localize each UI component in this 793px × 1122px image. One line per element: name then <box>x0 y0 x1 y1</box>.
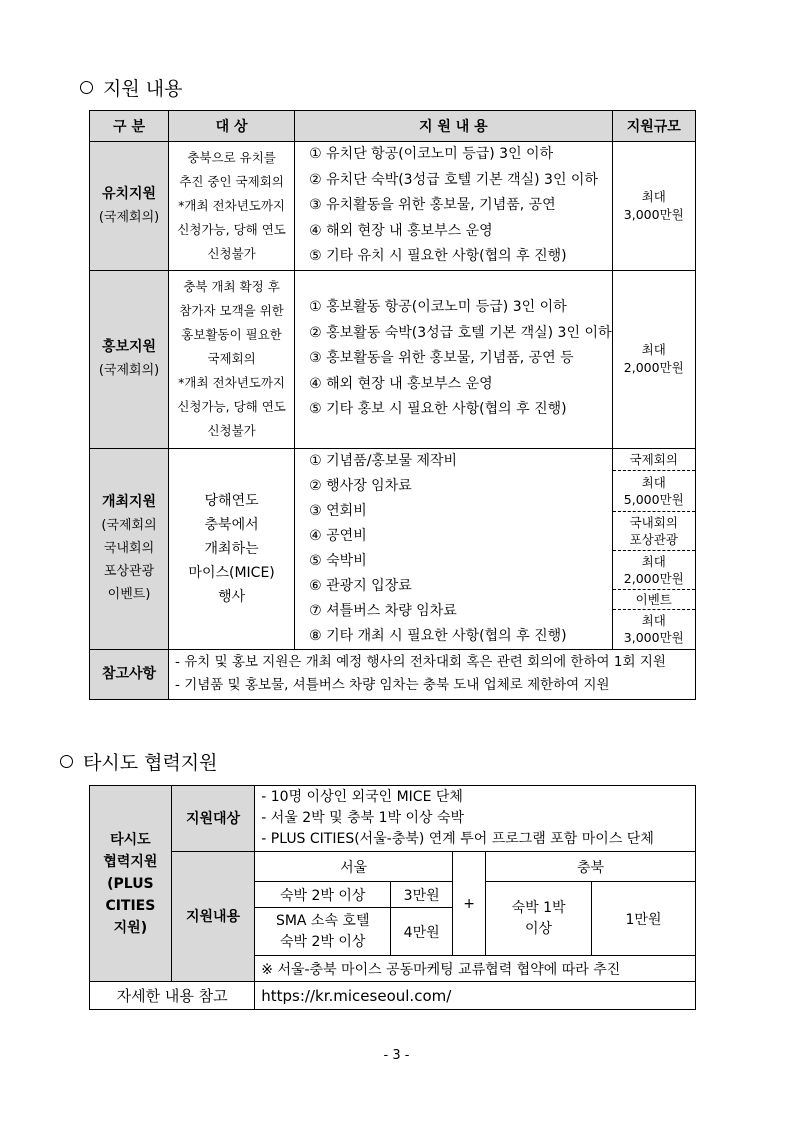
target-line: 충북 개최 확정 후 <box>183 279 280 294</box>
target-item: - 서울 2박 및 충북 1박 이상 숙박 <box>261 810 465 826</box>
table-row <box>90 982 696 1010</box>
content-item: ① 홍보활동 항공(이코노미 등급) 3인 이하 <box>309 299 567 316</box>
reference-link[interactable]: https://kr.miceseoul.com/ <box>255 982 696 1010</box>
scale-line: 최대 <box>641 188 666 204</box>
table-header-row <box>90 111 696 142</box>
content-item: ⑤ 숙박비 <box>309 552 367 569</box>
target-line: *개최 전차년도까지 <box>178 197 285 213</box>
target-line: 신청가능, 당해 연도 <box>177 221 286 237</box>
notes-label-cell <box>90 649 169 699</box>
content-item: ⑥ 관광지 입장료 <box>309 577 412 594</box>
scale-part: 국제회의 <box>613 449 696 471</box>
target-line: 국제회의 <box>207 351 256 366</box>
category-sub: (국제회의) <box>98 363 160 378</box>
category-line: 타시도 <box>110 831 151 848</box>
category-cell <box>90 448 169 649</box>
content-item: ④ 해외 현장 내 홍보부스 운영 <box>309 222 493 239</box>
scale-cell <box>612 142 696 271</box>
page-number: - 3 - <box>383 1048 410 1063</box>
content-cell <box>295 270 612 448</box>
section-title-text: 지원 내용 <box>103 78 183 100</box>
scale-cell <box>612 270 696 448</box>
notes-cell <box>169 649 696 699</box>
content-item: ③ 홍보활동을 위한 홍보물, 기념품, 공연 등 <box>309 350 574 367</box>
target-cell <box>169 270 295 448</box>
target-item: - PLUS CITIES(서울-충북) 연계 투어 프로그램 포함 마이스 단체 <box>261 831 654 847</box>
category-line: (PLUS <box>107 875 154 892</box>
scale-split <box>613 449 696 649</box>
scale-part: 최대 2,000만원 <box>613 551 696 590</box>
header-content: 지 원 내 용 <box>295 111 612 142</box>
section-title-cooperation <box>60 748 218 775</box>
target-line: 신청가능, 당해 연도 <box>177 399 286 414</box>
circle-bullet-icon <box>80 81 93 94</box>
content-cell <box>295 448 612 649</box>
header-scale: 지원규모 <box>612 111 696 142</box>
seoul-amount: 4만원 <box>391 908 453 956</box>
category-label: 홍보지원 <box>101 339 157 355</box>
scale-part: 이벤트 <box>613 590 696 610</box>
support-table <box>89 110 696 700</box>
cooperation-category-cell <box>90 786 172 982</box>
target-line: 참가자 모객을 위한 <box>179 303 284 318</box>
category-line: 협력지원 <box>103 853 158 870</box>
content-cell <box>295 142 612 271</box>
content-item: ② 홍보활동 숙박(3성급 호텔 기본 객실) 3인 이하 <box>309 324 612 341</box>
target-line: 충북에서 <box>204 516 259 533</box>
scale-line: 3,000만원 <box>623 206 684 222</box>
table-row <box>90 448 696 649</box>
cooperation-table <box>89 785 696 1010</box>
section-title-support <box>80 74 182 101</box>
target-line: 행사 <box>218 588 246 605</box>
category-line: CITIES <box>105 897 156 914</box>
plus-sign: + <box>453 852 486 956</box>
category-sub: 국내회의 <box>103 541 155 556</box>
content-item: ② 유치단 숙박(3성급 호텔 기본 객실) 3인 이하 <box>309 171 598 188</box>
target-line: 당해연도 <box>204 492 259 509</box>
circle-bullet-icon <box>60 755 73 768</box>
category-cell <box>90 270 169 448</box>
table-row <box>90 852 696 882</box>
target-list-cell <box>255 786 696 852</box>
section-title-text: 타시도 협력지원 <box>83 752 218 774</box>
content-item: ① 유치단 항공(이코노미 등급) 3인 이하 <box>309 146 554 162</box>
category-sub: 포상관광 <box>103 564 155 579</box>
scale-part: 최대 3,000만원 <box>623 612 684 645</box>
category-label: 유치지원 <box>101 185 157 202</box>
header-target: 대 상 <box>169 111 295 142</box>
category-line: 지원) <box>113 919 148 936</box>
content-item: ④ 공연비 <box>309 527 367 544</box>
notes-label: 참고사항 <box>101 665 157 682</box>
scale-line: 최대 <box>641 342 666 357</box>
content-item: ① 기념품/홍보물 제작비 <box>309 452 458 469</box>
content-item: ③ 연회비 <box>309 502 367 519</box>
target-cell <box>169 448 295 649</box>
table-row <box>90 270 696 448</box>
content-item: ⑧ 기타 개최 시 필요한 사항(협의 후 진행) <box>309 627 567 644</box>
target-line: *개최 전차년도까지 <box>178 375 285 390</box>
scale-cell <box>612 448 696 649</box>
table-row <box>90 142 696 271</box>
seoul-amount: 3만원 <box>391 882 453 908</box>
content-item: ④ 해외 현장 내 홍보부스 운영 <box>309 375 493 392</box>
content-item: ⑦ 셔틀버스 차량 임차료 <box>309 602 457 619</box>
notes-row <box>90 649 696 699</box>
category-label: 개최지원 <box>101 494 157 510</box>
seoul-condition: SMA 소속 호텔 숙박 2박 이상 <box>255 908 391 956</box>
target-line: 개최하는 <box>204 540 259 557</box>
chungbuk-condition: 숙박 1박 이상 <box>486 882 592 956</box>
target-line: 신청불가 <box>207 423 256 438</box>
category-sub: 이벤트) <box>107 587 151 602</box>
note-line: - 기념품 및 홍보물, 셔틀버스 차량 임차는 충북 도내 업체로 제한하여 지원 <box>175 677 610 693</box>
scale-line: 2,000만원 <box>623 360 684 375</box>
chungbuk-amount: 1만원 <box>592 882 696 956</box>
table-row <box>90 786 696 808</box>
category-sub: (국제회의) <box>98 209 160 225</box>
seoul-header: 서울 <box>255 852 453 882</box>
reference-label: 자세한 내용 참고 <box>90 982 255 1010</box>
content-item: ③ 유치활동을 위한 홍보물, 기념품, 공연 <box>309 197 556 213</box>
content-item: ⑤ 기타 홍보 시 필요한 사항(협의 후 진행) <box>309 401 567 418</box>
seoul-condition: 숙박 2박 이상 <box>255 882 391 908</box>
target-line: 신청불가 <box>207 245 256 261</box>
target-line: 추진 중인 국제회의 <box>179 173 284 189</box>
target-item: - 10명 이상인 외국인 MICE 단체 <box>261 789 463 805</box>
chungbuk-header: 충북 <box>486 852 696 882</box>
target-cell <box>169 142 295 271</box>
scale-part: 최대 5,000만원 <box>613 471 696 512</box>
content-label-cell: 지원내용 <box>171 852 255 982</box>
target-line: 충북으로 유치를 <box>187 149 276 165</box>
target-line: 마이스(MICE) <box>188 564 275 581</box>
header-category: 구 분 <box>90 111 169 142</box>
content-item: ⑤ 기타 유치 시 필요한 사항(협의 후 진행) <box>309 248 567 264</box>
category-cell <box>90 142 169 271</box>
scale-part: 국내회의 포상관광 <box>613 512 696 551</box>
content-item: ② 행사장 임차료 <box>309 477 412 494</box>
note-line: - 유치 및 홍보 지원은 개최 예정 행사의 전차대회 혹은 관련 회의에 한하여 1회 지원 <box>175 654 666 670</box>
cooperation-note: ※ 서울-충북 마이스 공동마케팅 교류협력 협약에 따라 추진 <box>255 956 696 982</box>
target-line: 홍보활동이 필요한 <box>181 327 282 342</box>
category-sub: (국제회의 <box>101 518 157 533</box>
target-label-cell: 지원대상 <box>171 786 255 852</box>
